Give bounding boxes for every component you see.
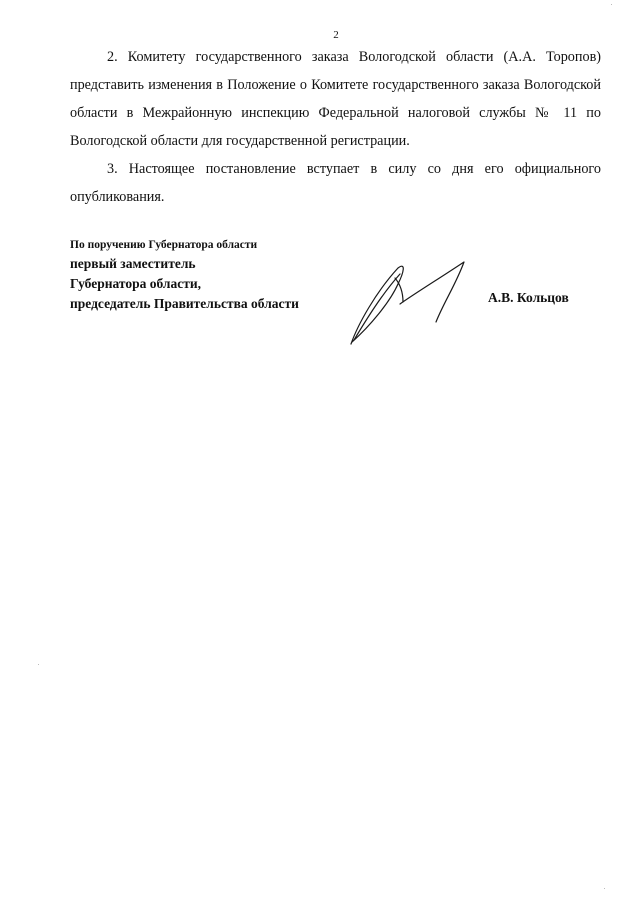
- handwritten-signature: [340, 254, 475, 350]
- scan-speck: [611, 4, 612, 5]
- paragraph-item-2: 2. Комитету государственного заказа Вологодской области (А.А. Торопов) представить изменения в Положение о Комитете государственного заказа Вологодской области в Межрайонную инспекцию Федеральной налоговой службы № 11 по Вологодской области для государственной регистрации.: [70, 49, 601, 149]
- position-line-3: председатель Правительства области: [70, 296, 299, 311]
- signature-block: [70, 236, 299, 314]
- page-number: 2: [333, 29, 339, 41]
- on-behalf-line: По поручению Губернатора области: [70, 239, 258, 251]
- paragraph-item-3: 3. Настоящее постановление вступает в силу со дня его официального опубликования.: [70, 161, 601, 205]
- scan-speck: [38, 664, 39, 665]
- document-body: [70, 43, 601, 211]
- signer-name: А.В. Кольцов: [488, 290, 569, 305]
- signature-stroke-tail: [400, 262, 464, 322]
- position-line-1: первый заместитель: [70, 256, 196, 271]
- signature-strokes: [351, 262, 464, 344]
- signature-stroke-loop-inner: [354, 274, 400, 340]
- scan-speck: [604, 888, 605, 889]
- position-line-2: Губернатора области,: [70, 276, 201, 291]
